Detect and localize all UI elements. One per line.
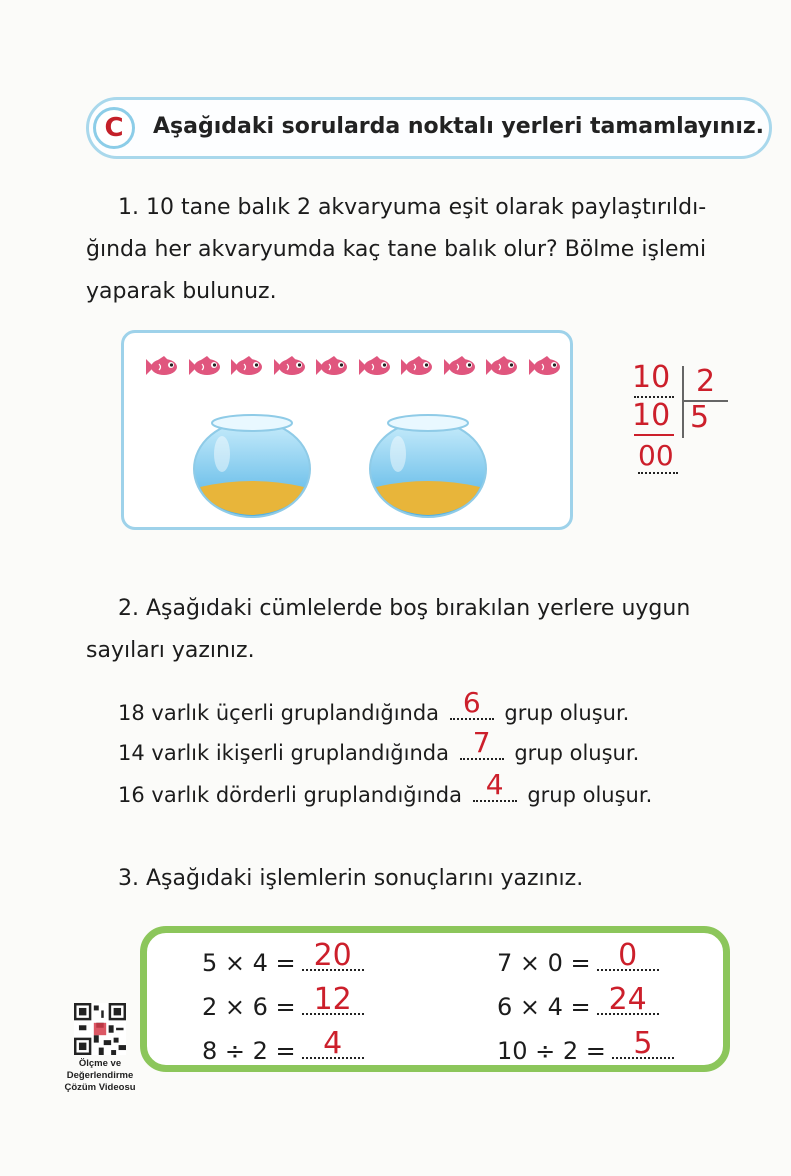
- q2-sentence-2: 14 varlık ikişerli gruplandığında 7 grup oluşur.: [118, 726, 640, 765]
- operation-right-2: 6 × 4 = 24: [497, 989, 659, 1021]
- division-subtraction-line: [634, 434, 674, 436]
- q1-line3: yaparak bulunuz.: [86, 279, 277, 304]
- fish-icon: [144, 355, 180, 379]
- operation-right-3: 10 ÷ 2 = 5: [497, 1033, 674, 1065]
- division-dividend: 10: [632, 360, 671, 395]
- division-remainder: 00: [638, 439, 674, 472]
- fish-icon: [357, 355, 393, 379]
- handwritten-answer: 5: [633, 1026, 653, 1061]
- fish-icon: [527, 355, 563, 379]
- division-dotline: [634, 396, 674, 398]
- handwritten-answer: 6: [462, 686, 481, 719]
- fish-icon: [484, 355, 520, 379]
- fish-icon: [314, 355, 350, 379]
- q1-line1: 1. 10 tane balık 2 akvaryuma eşit olarak paylaştırıldı-: [118, 195, 707, 220]
- qr-code-icon[interactable]: [74, 1003, 126, 1055]
- handwritten-answer: 12: [313, 982, 352, 1017]
- division-vertical-bar: [682, 366, 684, 438]
- division-quotient: 5: [690, 400, 710, 435]
- operation-left-3: 8 ÷ 2 = 4: [202, 1033, 364, 1065]
- instruction-title: Aşağıdaki sorularda noktalı yerleri tamamlayınız.: [153, 114, 765, 139]
- fish-icon: [442, 355, 478, 379]
- fish-icon: [187, 355, 223, 379]
- q2-sentence-1: 18 varlık üçerli gruplandığında 6 grup oluşur.: [118, 686, 630, 725]
- answer-blank[interactable]: [302, 1026, 364, 1061]
- operation-right-1: 7 × 0 = 0: [497, 945, 659, 977]
- division-divisor: 2: [696, 364, 716, 399]
- fish-icon: [229, 355, 265, 379]
- q3-title: 3. Aşağıdaki işlemlerin sonuçlarını yazınız.: [118, 866, 584, 891]
- answer-blank[interactable]: [473, 768, 517, 802]
- instruction-banner: [86, 97, 772, 159]
- fish-icon: [399, 355, 435, 379]
- answer-blank[interactable]: [612, 1026, 674, 1061]
- fish-illustration-box: [121, 330, 573, 530]
- handwritten-answer: 4: [485, 768, 504, 801]
- answer-blank[interactable]: [460, 726, 504, 760]
- answer-blank[interactable]: [450, 686, 494, 720]
- q2-line2: sayıları yazınız.: [86, 638, 255, 663]
- answer-blank[interactable]: [597, 938, 659, 973]
- aquarium-bowl-icon: [192, 409, 312, 519]
- division-horizontal-bar: [682, 400, 728, 402]
- operation-left-2: 2 × 6 = 12: [202, 989, 364, 1021]
- handwritten-answer: 4: [323, 1026, 343, 1061]
- q1-line2: ğında her akvaryumda kaç tane balık olur? Bölme işlemi: [86, 237, 707, 262]
- q2-sentence-3: 16 varlık dörderli gruplandığında 4 grup oluşur.: [118, 768, 653, 807]
- section-letter-badge: C: [93, 107, 135, 149]
- answer-blank[interactable]: [597, 982, 659, 1017]
- handwritten-answer: 24: [608, 982, 647, 1017]
- operations-box: [140, 926, 730, 1072]
- handwritten-answer: 20: [313, 938, 352, 973]
- long-division: [630, 360, 730, 472]
- qr-caption: Ölçme ve Değerlendirme Çözüm Videosu: [64, 1058, 136, 1093]
- q2-line1: 2. Aşağıdaki cümlelerde boş bırakılan yerlere uygun: [118, 596, 691, 621]
- division-dotline: [638, 472, 678, 474]
- handwritten-answer: 0: [618, 938, 638, 973]
- aquarium-bowl-icon: [368, 409, 488, 519]
- answer-blank[interactable]: [302, 938, 364, 973]
- division-subtracted: 10: [632, 398, 671, 433]
- operation-left-1: 5 × 4 = 20: [202, 945, 364, 977]
- answer-blank[interactable]: [302, 982, 364, 1017]
- handwritten-answer: 7: [472, 726, 491, 759]
- fish-icon: [272, 355, 308, 379]
